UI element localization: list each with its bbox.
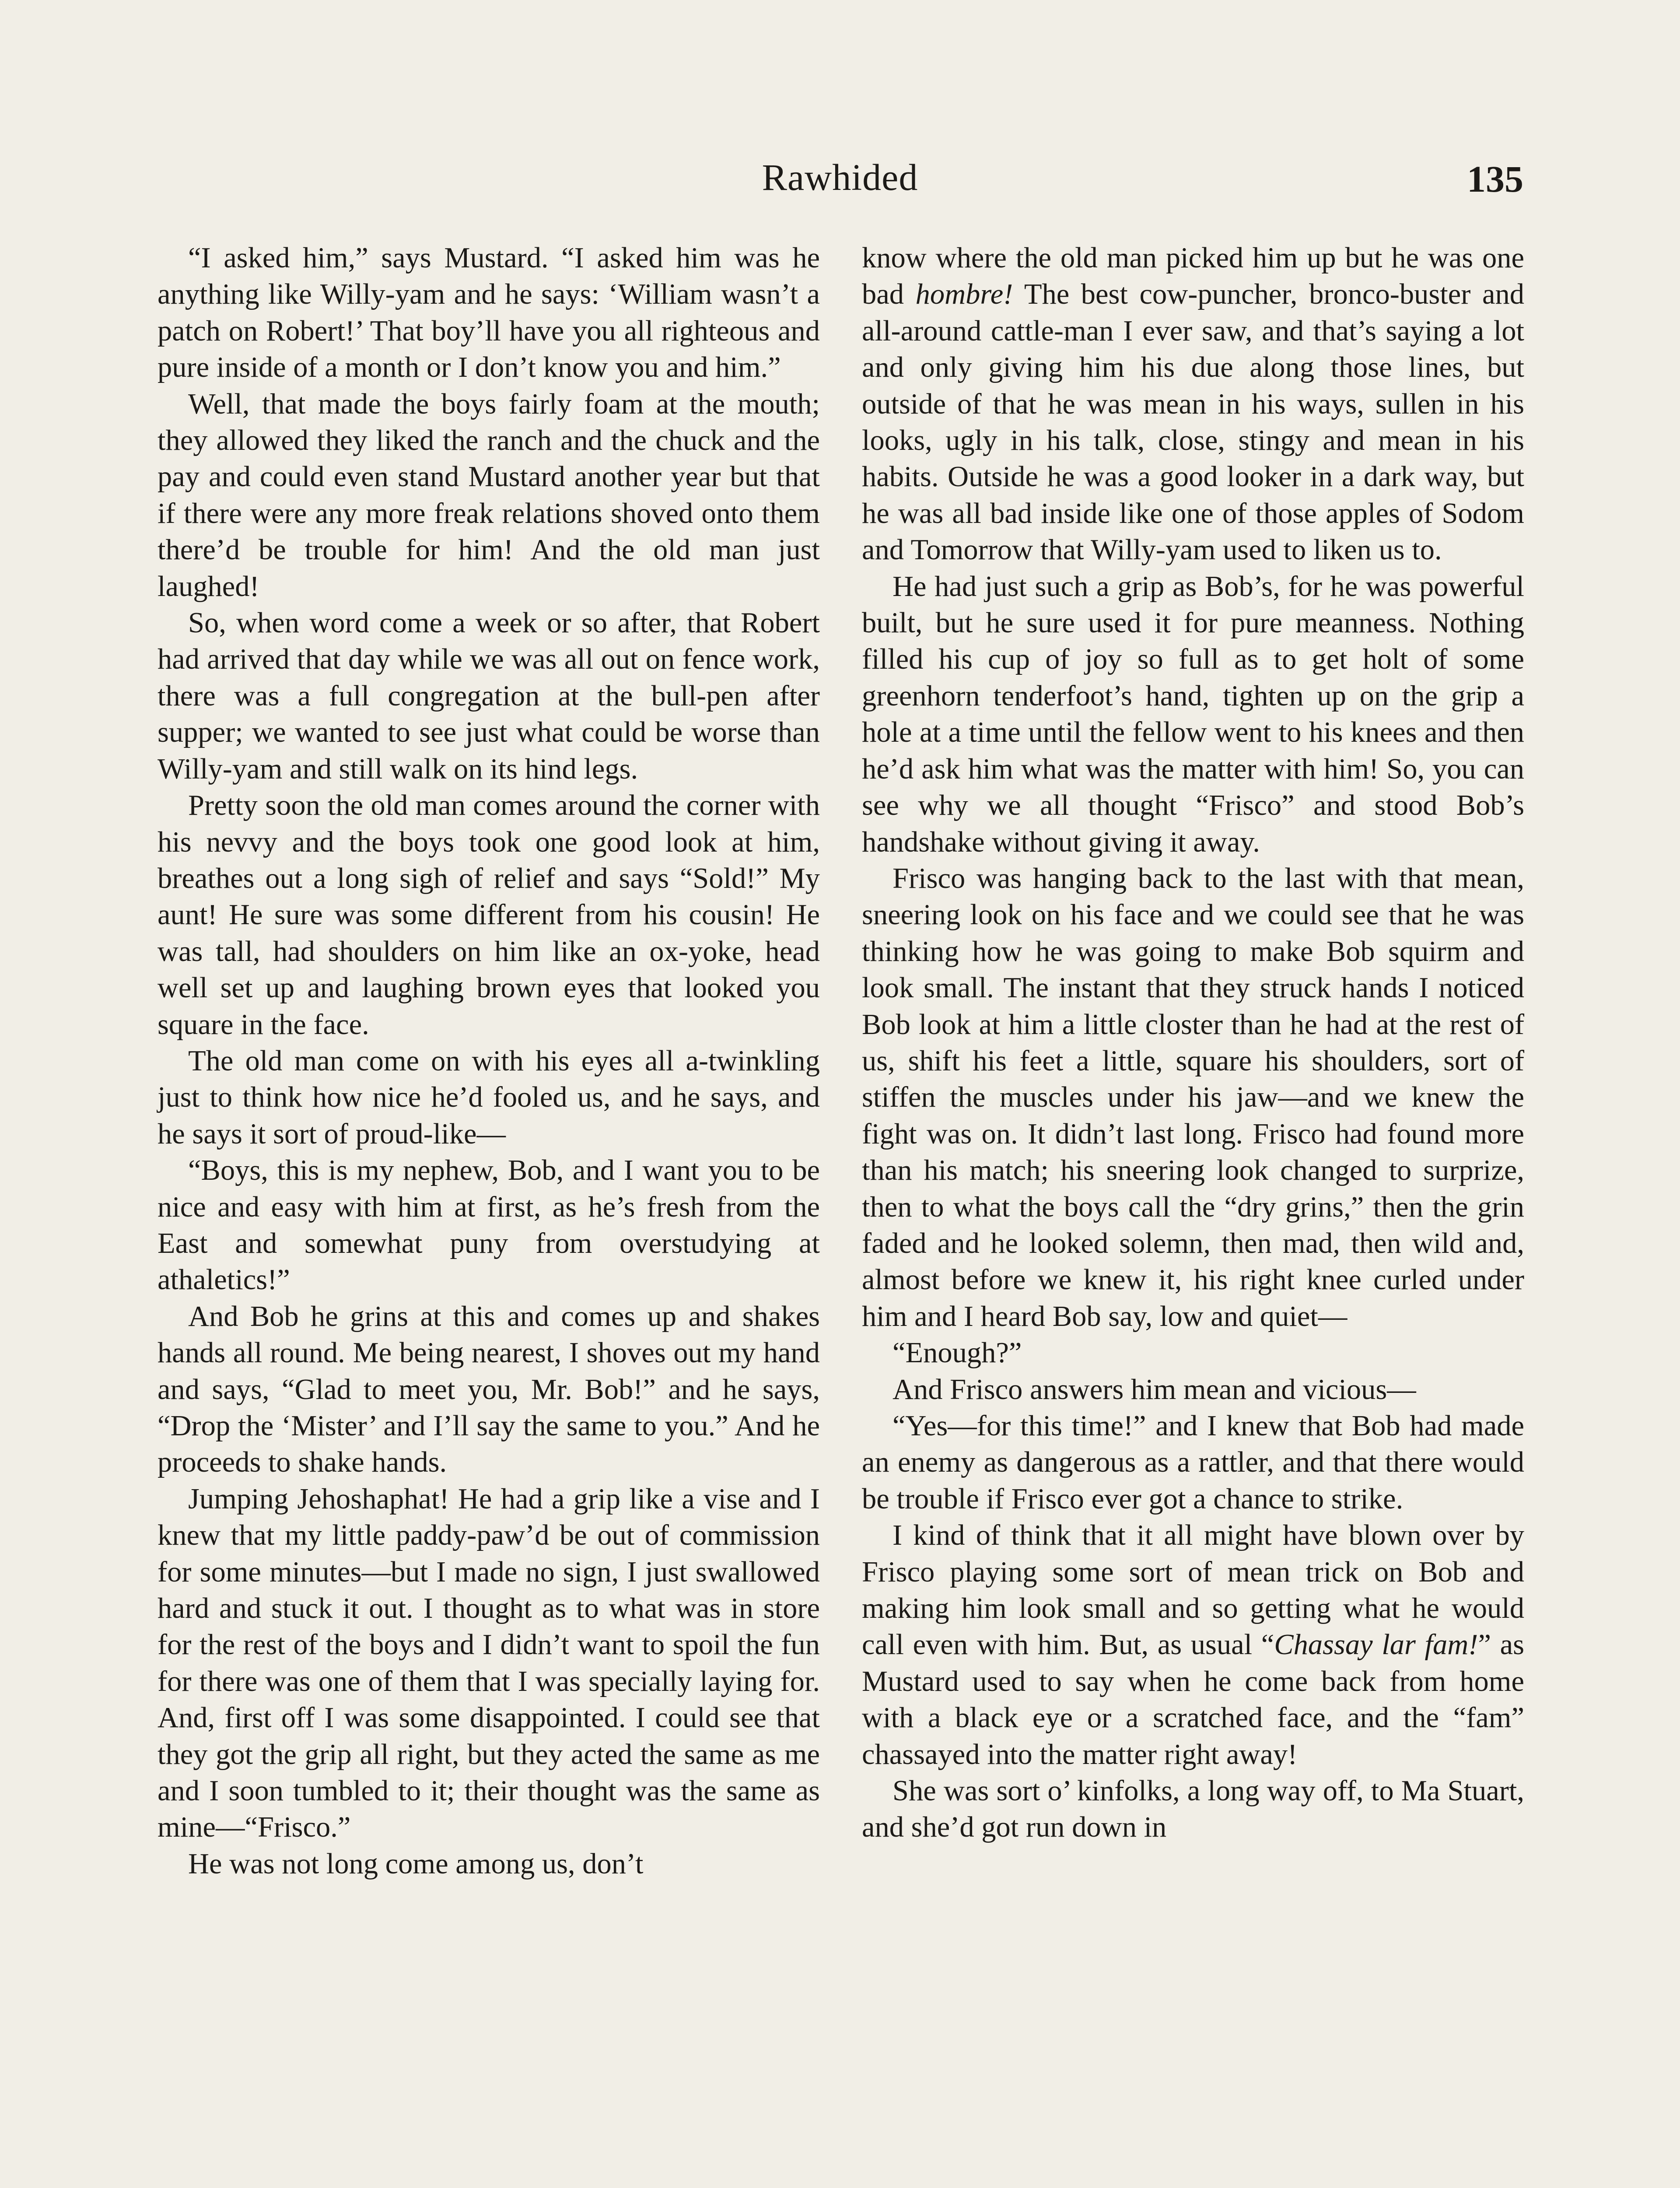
- page-title: Rawhided: [762, 156, 918, 198]
- page-number: 135: [1467, 158, 1523, 200]
- paragraph: So, when word come a week or so after, that Robert had arrived that day while we was all out on fence work, there was a full congregation at the bull-pen after supper; we wanted to see just what could be worse than Willy-yam and still walk on its hind legs.: [158, 607, 820, 785]
- paragraph: And Bob he grins at this and comes up and shakes hands all round. Me being nearest, I shoves out my hand and says, “Glad to meet you, Mr. Bob!” and he says, “Drop the ‘Mister’ and I’ll say the same to you.” And he proceeds to shake hands.: [158, 1300, 820, 1479]
- left-text-column: [158, 240, 820, 1882]
- paragraph: “Yes—for this time!” and I knew that Bob had made an enemy as dangerous as a rattler, and that there would be trouble if Frisco ever got a chance to strike.: [862, 1410, 1524, 1515]
- paragraph: Well, that made the boys fairly foam at the mouth; they allowed they liked the ranch and the chuck and the pay and could even stand Mustard another year but that if there were any more freak relations shoved onto them there’d be trouble for him! And the old man just laughed!: [158, 388, 820, 603]
- paragraph: “I asked him,” says Mustard. “I asked him was he anything like Willy-yam and he says: ‘William wasn’t a patch on Robert!’ That boy’ll have you all righteous and pure inside of a month or I don’t know you and him.”: [158, 242, 820, 384]
- paragraph: Jumping Jehoshaphat! He had a grip like a vise and I knew that my little paddy-paw’d be out of commission for some minutes—but I made no sign, I just swallowed hard and stuck it out. I thought as to what was in store for the rest of the boys and I didn’t want to spoil the fun for there was one of them that I was specially laying for. And, first off I was some disappointed. I could see that they got the grip all right, but they acted the same as me and I soon tumbled to it; their thought was the same as mine—“Frisco.”: [158, 1483, 820, 1844]
- paragraph: She was sort o’ kinfolks, a long way off, to Ma Stuart, and she’d got run down in: [862, 1775, 1524, 1844]
- right-text-column: [862, 240, 1524, 1846]
- italic-phrase: hombre!: [915, 278, 1013, 311]
- paragraph: Frisco was hanging back to the last with that mean, sneering look on his face and we could see that he was thinking how he was going to make Bob squirm and look small. The instant that they struck hands I noticed Bob look at him a little closter than he had at the rest of us, shift his feet a little, square his shoulders, sort of stiffen the muscles under his jaw—and we knew the fight was on. It didn’t last long. Frisco had found more than his match; his sneering look changed to surprize, then to what the boys call the “dry grins,” then the grin faded and he looked solemn, then mad, then wild and, almost before we knew it, his right knee curled under him and I heard Bob say, low and quiet—: [862, 862, 1524, 1332]
- paragraph: The old man come on with his eyes all a-twinkling just to think how nice he’d fooled us, and he says, and he says it sort of proud-like—: [158, 1045, 820, 1150]
- paragraph: Pretty soon the old man comes around the corner with his nevvy and the boys took one good look at him, breathes out a long sigh of relief and says “Sold!” My aunt! He sure was some different from his cousin! He was tall, had shoulders on him like an ox-yoke, head well set up and laughing brown eyes that looked you square in the face.: [158, 789, 820, 1041]
- paragraph: He was not long come among us, don’t: [188, 1848, 644, 1880]
- paragraph: “Enough?”: [892, 1337, 1022, 1369]
- paragraph: I kind of think that it all might have blown over by Frisco playing some sort of mean trick on Bob and making him look small and so getting what he would call even with him. But, as usual “Chassay lar fam!” as Mustard used to say when he come back from home with a black eye or a scratched face, and the “fam” chassayed into the matter right away!: [862, 1519, 1524, 1771]
- paragraph: “Boys, this is my nephew, Bob, and I want you to be nice and easy with him at first, as he’s fresh from the East and somewhat puny from overstudying at athaletics!”: [158, 1154, 820, 1296]
- paragraph: He had just such a grip as Bob’s, for he was powerful built, but he sure used it for pure meanness. Nothing filled his cup of joy so full as to get holt of some greenhorn tenderfoot’s hand, tighten up on the grip a hole at a time until the fellow went to his knees and then he’d ask him what was the matter with him! So, you can see why we all thought “Frisco” and stood Bob’s handshake without giving it away.: [862, 570, 1524, 858]
- paragraph: know where the old man picked him up but he was one bad hombre! The best cow-puncher, bronco-buster and all-around cattle-man I ever saw, and that’s saying a lot and only giving him his due along those lines, but outside of that he was mean in his ways, sullen in his looks, ugly in his talk, close, stingy and mean in his habits. Outside he was a good looker in a dark way, but he was all bad inside like one of those apples of Sodom and Tomorrow that Willy-yam used to liken us to.: [862, 242, 1524, 566]
- italic-phrase: Chassay lar fam!: [1274, 1629, 1478, 1661]
- running-head: [0, 155, 1680, 208]
- paragraph: And Frisco answers him mean and vicious—: [892, 1373, 1416, 1406]
